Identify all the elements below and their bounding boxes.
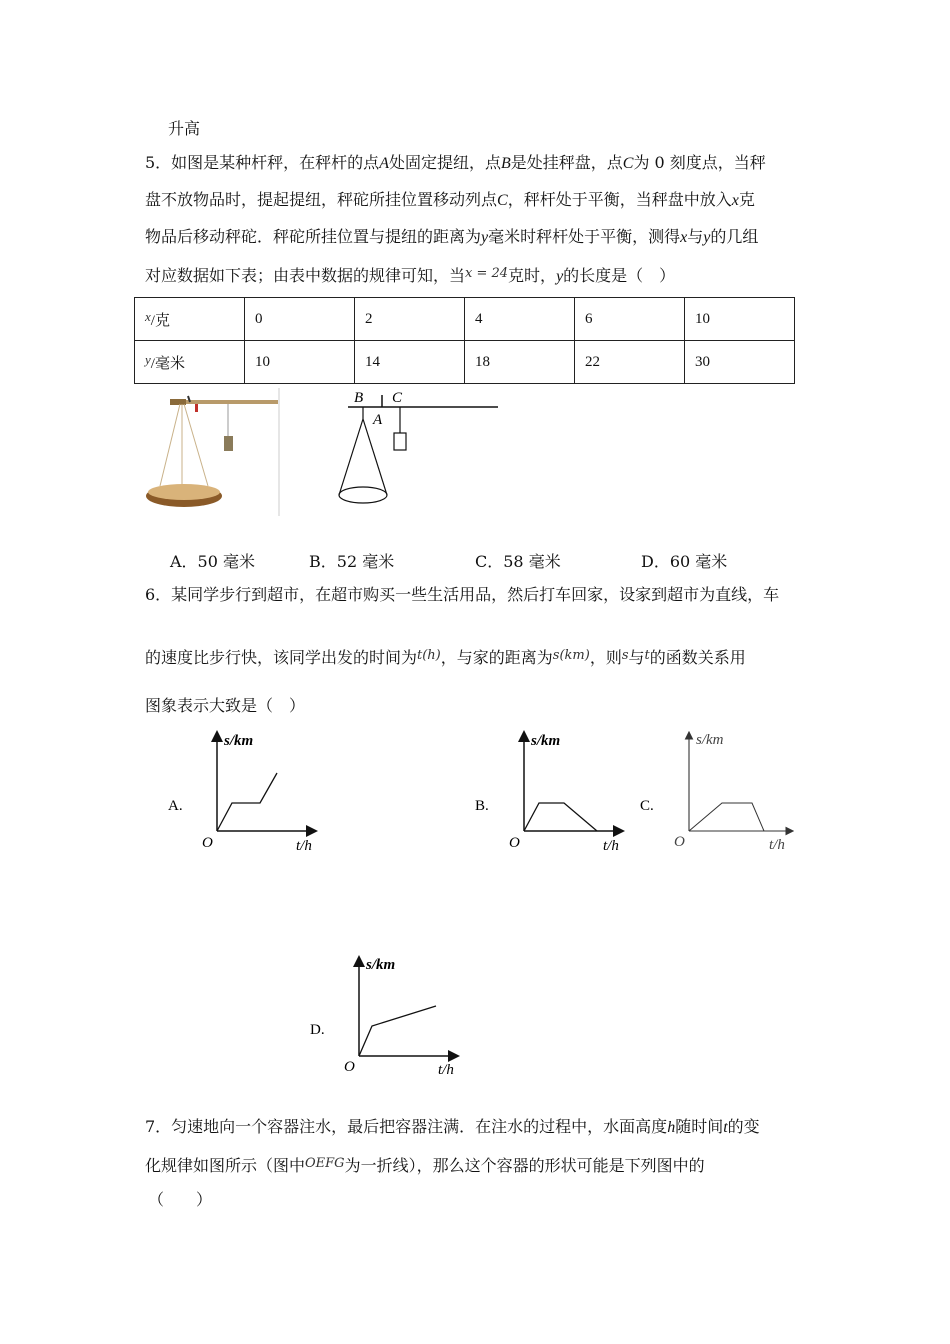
graph-c-label: C.	[640, 798, 654, 814]
table-cell: 18	[465, 341, 575, 384]
table-cell: 10	[245, 341, 355, 384]
graph-c-origin: O	[674, 834, 685, 850]
graph-d-xlabel: t/h	[438, 1062, 454, 1078]
graph-d-label: D.	[310, 1022, 325, 1038]
steelyard-photo	[140, 388, 285, 516]
graph-a-ylabel: s/km	[224, 733, 254, 749]
q6-line-3: 图象表示大致是（ ）	[145, 696, 306, 715]
table-cell: 0	[245, 298, 355, 341]
graph-b-xlabel: t/h	[603, 838, 619, 854]
steelyard-diagram	[328, 385, 503, 510]
q6-line-2: 的速度比步行快，该同学出发的时间为$^{t(h)}$，与家的距离为$^{s(km)}$，则$^s$与$^t$的函数关系用	[145, 648, 746, 667]
q5-option-a[interactable]: A．50 毫米	[170, 552, 256, 571]
prev-question-tail: 升高	[168, 119, 201, 138]
q7-line-2: 化规律如图所示（图中$^{OEFG}$为一折线），那么这个容器的形状可能是下列图中的	[145, 1156, 705, 1175]
q5-option-b[interactable]: B．52 毫米	[309, 552, 395, 571]
graph-d[interactable]	[302, 950, 472, 1080]
label-C: C	[392, 390, 403, 406]
graph-b[interactable]	[467, 725, 637, 855]
table-cell: 6	[575, 298, 685, 341]
q5-option-d[interactable]: D．60 毫米	[641, 552, 728, 571]
q7-line-1: 7．匀速地向一个容器注水，最后把容器注满．在注水的过程中，水面高度h随时间t的变	[145, 1117, 760, 1136]
graph-a-origin: O	[202, 835, 213, 851]
table-cell: 4	[465, 298, 575, 341]
graph-b-origin: O	[509, 835, 520, 851]
table-row-header: y/毫米	[135, 341, 245, 384]
graph-b-ylabel: s/km	[531, 733, 561, 749]
q5-line-1: 5．如图是某种杆秤，在秤杆的点A处固定提纽，点B是处挂秤盘，点C为 0 刻度点，当秤	[145, 153, 766, 172]
graph-c-xlabel: t/h	[769, 837, 785, 853]
q5-line-2: 盘不放物品时，提起提纽，秤砣所挂位置移动列点C，秤杆处于平衡，当秤盘中放入x克	[145, 190, 755, 209]
q5-line-4: 对应数据如下表；由表中数据的规律可知，当$^{x = 24}$克时，y的长度是（ ）	[145, 266, 676, 285]
q5-line-3: 物品后移动秤砣．秤砣所挂位置与提纽的距离为y毫米时秤杆处于平衡，测得x与y的几组	[145, 227, 759, 246]
graph-c-ylabel: s/km	[696, 732, 724, 748]
table-cell: 10	[685, 298, 795, 341]
q6-line-1: 6．某同学步行到超市，在超市购买一些生活用品，然后打车回家，设家到超市为直线，车	[145, 585, 780, 604]
graph-d-ylabel: s/km	[366, 957, 396, 973]
table-cell: 22	[575, 341, 685, 384]
table-cell: 2	[355, 298, 465, 341]
q7-line-3: （ ）	[148, 1190, 213, 1209]
label-A: A	[373, 412, 383, 428]
table-cell: 30	[685, 341, 795, 384]
graph-c[interactable]	[632, 725, 802, 855]
graph-a[interactable]	[160, 725, 330, 855]
q5-data-table	[134, 297, 795, 384]
q5-option-c[interactable]: C．58 毫米	[475, 552, 561, 571]
label-B: B	[354, 390, 364, 406]
table-row-header: x/克	[135, 298, 245, 341]
table-row	[135, 341, 795, 384]
graph-a-label: A.	[168, 798, 183, 814]
table-cell: 14	[355, 341, 465, 384]
graph-b-label: B.	[475, 798, 489, 814]
table-row	[135, 298, 795, 341]
graph-d-origin: O	[344, 1059, 355, 1075]
graph-a-xlabel: t/h	[296, 838, 312, 854]
